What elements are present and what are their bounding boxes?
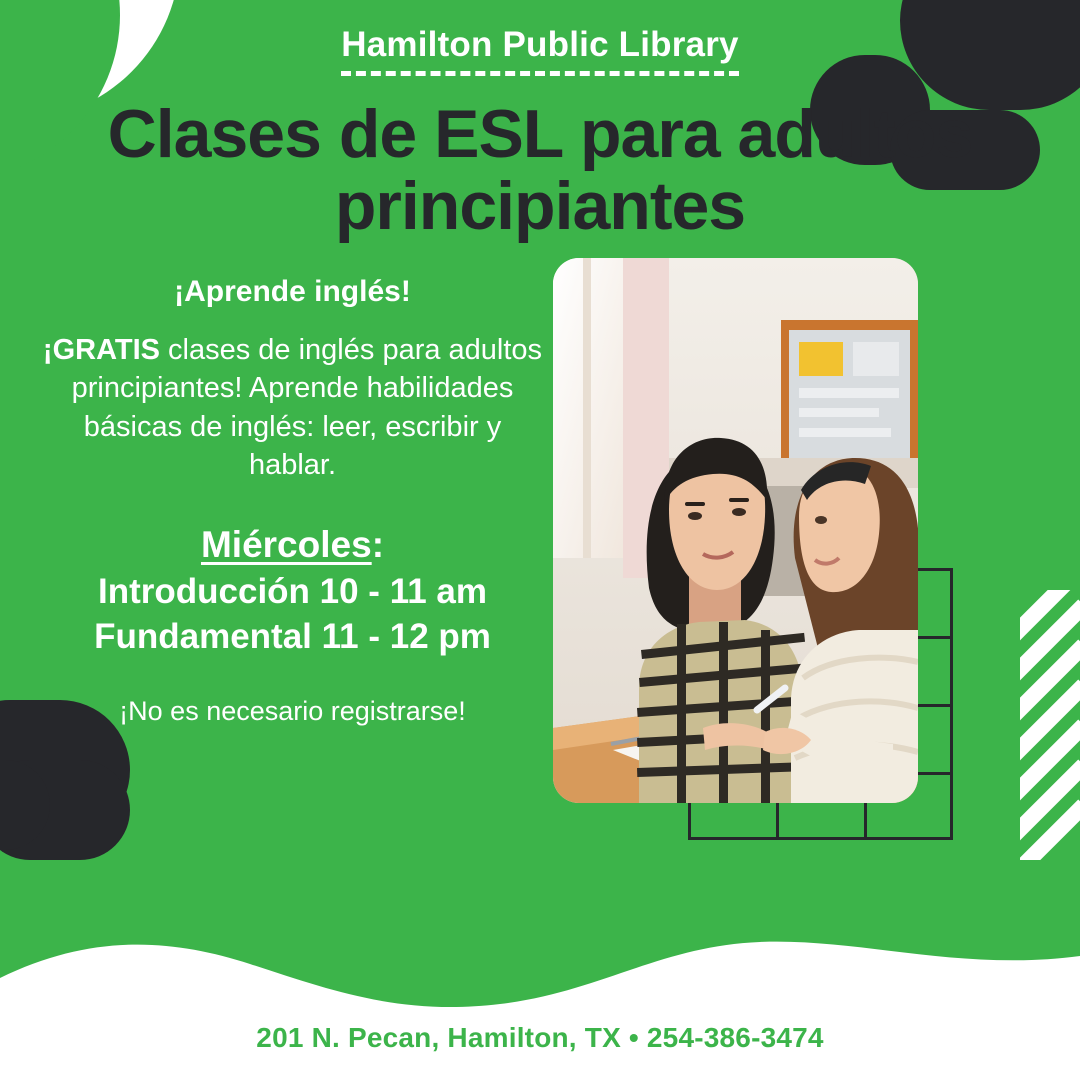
bottom-wave-decoration [0,920,1080,1080]
footer-contact: 201 N. Pecan, Hamilton, TX • 254-386-3474 [256,1022,824,1053]
details-column [40,275,545,727]
description-highlight: ¡GRATIS [42,334,160,366]
schedule-line-1: Introducción 10 - 11 am [98,572,487,612]
diagonal-stripes-decoration [1020,590,1080,860]
schedule-day [40,524,545,566]
organization-name: Hamilton Public Library [341,26,738,76]
registration-note: ¡No es necesario registrarse! [119,695,466,726]
classroom-photo [553,258,918,803]
poster-header [0,26,1080,242]
lead-text: ¡Aprende inglés! [174,275,411,308]
page-title: Clases de ESL para adultos principiantes [107,95,973,244]
description-rest: clases de inglés para adultos principiantes! Aprende habilidades básicas de inglés: leer, escribir y hablar. [71,334,543,481]
schedule-line-2: Fundamental 11 - 12 pm [94,616,491,656]
schedule-day-colon: : [371,524,385,566]
schedule-day-label: Miércoles [200,524,372,566]
description-text [40,331,545,484]
